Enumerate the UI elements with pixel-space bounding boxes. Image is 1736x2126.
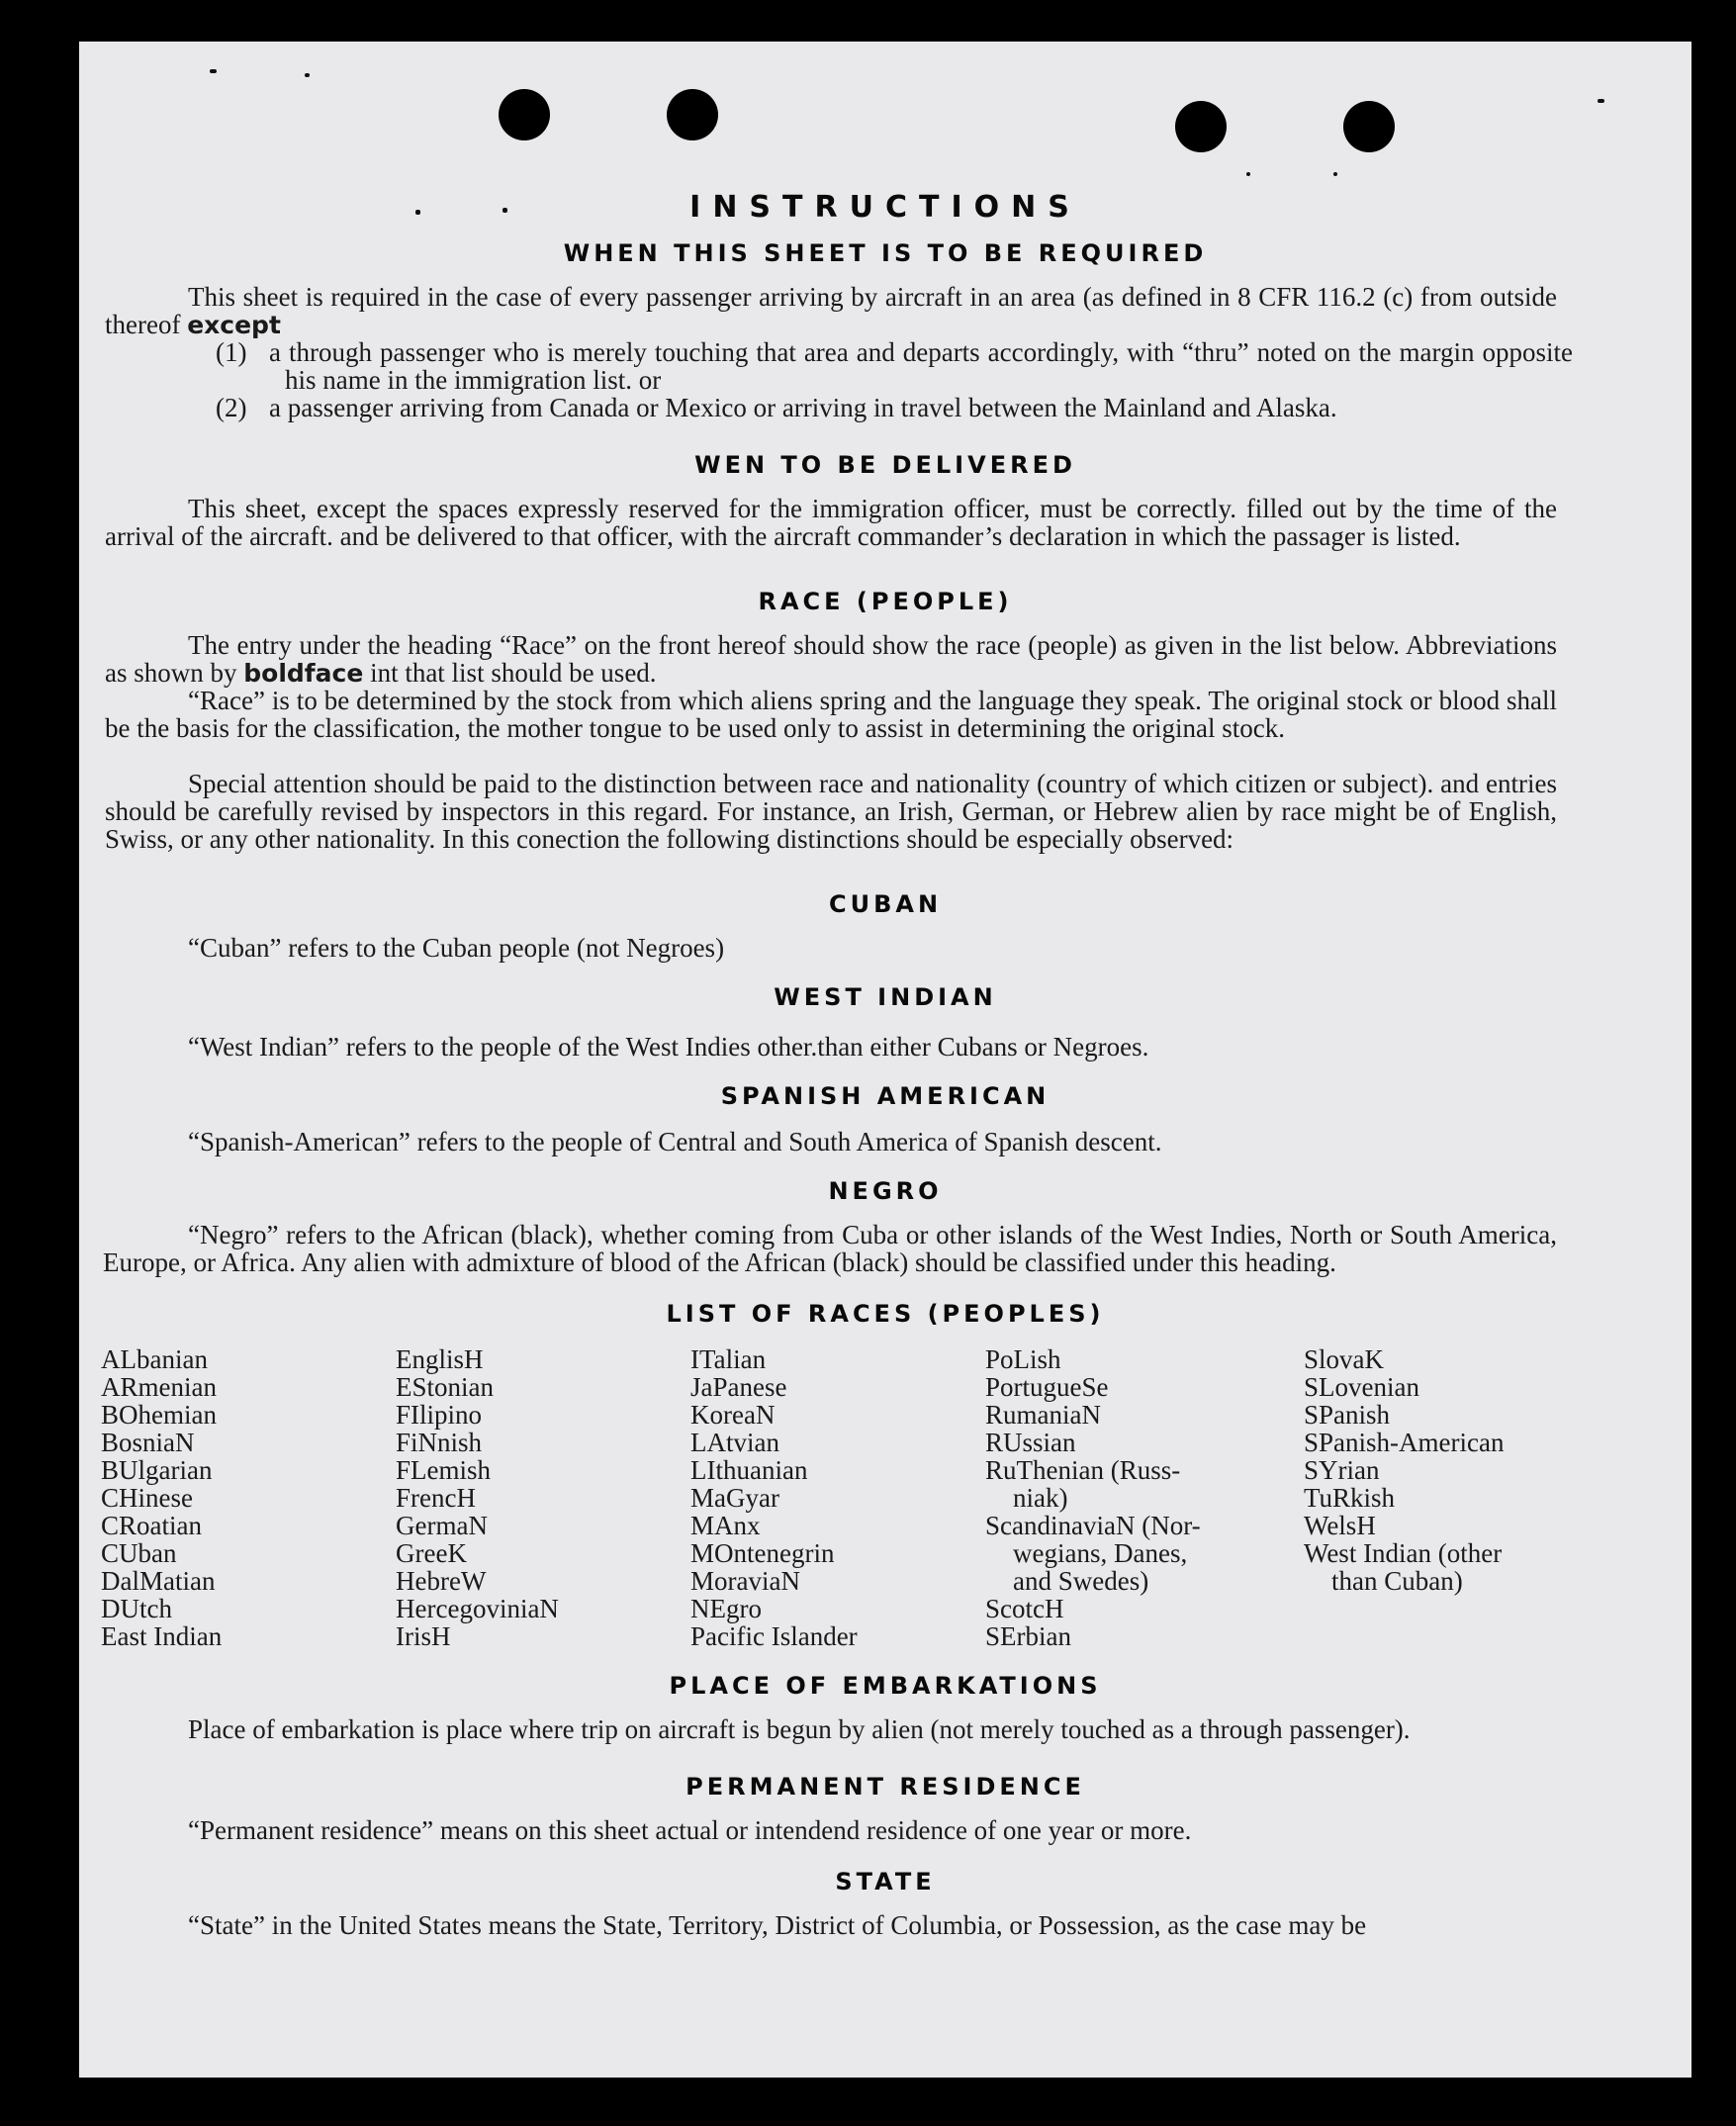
race-paragraph-1 [105, 631, 1557, 688]
race-entry: IrisH [396, 1621, 451, 1651]
race-entry: ScandinaviaN (Nor- [985, 1511, 1201, 1540]
section-heading-negro: NEGRO [828, 1177, 943, 1205]
item-1-text: a through passenger who is merely touching that area and departs accordingly, with “thru” noted on the margin opposite his name in the immigration list. or [269, 337, 1573, 395]
race-p1-tail: int that list should be used. [370, 658, 657, 688]
race-entry: RumaniaN [985, 1400, 1101, 1430]
race-entry: GermaN [396, 1511, 488, 1540]
negro-text: “Negro” refers to the African (black), whether coming from Cuba or other islands of the West Indies, North or South America, Europe, or Africa. Any alien with admixture of blood of the African (black) should be classified under this heading. [103, 1220, 1557, 1277]
embarkation-text: Place of embarkation is place where trip on aircraft is begun by alien (not merely touched as a through passenger). [188, 1714, 1411, 1744]
section-heading-west-indian: WEST INDIAN [774, 983, 997, 1011]
section-heading-permanent-residence: PERMANENT RESIDENCE [685, 1773, 1085, 1801]
residence-text: “Permanent residence” means on this sheet actual or intendend residence of one year or more. [188, 1815, 1192, 1845]
race-entry-continued: wegians, Danes, [1013, 1538, 1188, 1568]
section-heading-race: RACE (PEOPLE) [758, 588, 1013, 615]
race-entry: ALbanian [101, 1344, 208, 1374]
race-entry: MOntenegrin [690, 1538, 835, 1568]
when-required-intro [105, 283, 1557, 339]
race-entry: FIlipino [396, 1400, 483, 1430]
race-entry: TuRkish [1304, 1483, 1396, 1513]
race-entry: LIthuanian [690, 1455, 808, 1485]
section-heading-when-delivered: WEN TO BE DELIVERED [694, 451, 1076, 479]
race-entry: RUssian [985, 1428, 1076, 1457]
document-page [79, 42, 1691, 2078]
item-2-text: a passenger arriving from Canada or Mexico or arriving in travel between the Mainland and Alaska. [269, 393, 1337, 422]
race-entry: DUtch [101, 1594, 172, 1623]
section-heading-embarkation: PLACE OF EMBARKATIONS [669, 1672, 1102, 1700]
section-heading-when-required: WHEN THIS SHEET IS TO BE REQUIRED [563, 239, 1208, 267]
race-entry: JaPanese [690, 1372, 787, 1402]
race-entry: EStonian [396, 1372, 494, 1402]
punch-hole [1343, 101, 1395, 152]
punch-hole [667, 89, 718, 140]
race-entry: BOhemian [101, 1400, 217, 1430]
race-entry-continued: and Swedes) [1013, 1566, 1149, 1596]
race-entry: PortugueSe [985, 1372, 1109, 1402]
speck [1598, 99, 1604, 103]
race-entry-continued: than Cuban) [1331, 1566, 1463, 1596]
race-entry: ScotcH [985, 1594, 1064, 1623]
race-entry: SYrian [1304, 1455, 1380, 1485]
race-entry: ITalian [690, 1344, 767, 1374]
race-entry: SlovaK [1304, 1344, 1384, 1374]
race-entry: GreeK [396, 1538, 467, 1568]
intro-text: This sheet is required in the case of every passenger arriving by aircraft in an area (as defined in 8 CFR 116.2 (c) from outside thereof [105, 282, 1557, 339]
boldface-text: boldface [243, 659, 364, 688]
cuban-text: “Cuban” refers to the Cuban people (not Negroes) [188, 933, 725, 963]
race-entry: PoLish [985, 1344, 1061, 1374]
west-indian-text: “West Indian” refers to the people of the West Indies other.than either Cubans or Negroes. [188, 1032, 1149, 1062]
race-entry: CRoatian [101, 1511, 202, 1540]
race-paragraph-2: “Race” is to be determined by the stock from which aliens spring and the language they speak. The original stock or blood shall be the basis for the classification, the mother tongue to be used only to assist in determining the original stock. [105, 686, 1557, 743]
race-entry: ARmenian [101, 1372, 217, 1402]
race-entry: HebreW [396, 1566, 487, 1596]
race-entry: EnglisH [396, 1344, 484, 1374]
races-column-3 [690, 1345, 858, 1650]
races-column-1 [101, 1345, 222, 1650]
race-entry: SErbian [985, 1621, 1071, 1651]
except-text: except [187, 311, 281, 339]
races-column-5 [1304, 1345, 1504, 1595]
speck [1246, 172, 1250, 176]
race-entry: FLemish [396, 1455, 492, 1485]
race-entry: WelsH [1304, 1511, 1376, 1540]
race-entry: BosniaN [101, 1428, 195, 1457]
race-entry: MAnx [690, 1511, 761, 1540]
race-entry: West Indian (other [1304, 1538, 1503, 1568]
item-1-number: (1) [216, 337, 247, 367]
race-entry: SLovenian [1304, 1372, 1419, 1402]
section-heading-cuban: CUBAN [828, 890, 943, 918]
punch-hole [1175, 101, 1227, 152]
section-heading-spanish-american: SPANISH AMERICAN [720, 1082, 1051, 1110]
race-entry: MoraviaN [690, 1566, 800, 1596]
race-entry: MaGyar [690, 1483, 779, 1513]
spanish-american-text: “Spanish-American” refers to the people of Central and South America of Spanish descent. [188, 1127, 1162, 1156]
race-entry: East Indian [101, 1621, 223, 1651]
race-entry: FiNnish [396, 1428, 483, 1457]
race-p1-text: The entry under the heading “Race” on the front hereof should show the race (people) as given in the list below. Abbreviations as shown by [105, 630, 1557, 688]
race-entry: SPanish-American [1304, 1428, 1505, 1457]
race-entry: CHinese [101, 1483, 193, 1513]
item-2-number: (2) [216, 393, 247, 422]
races-column-2 [396, 1345, 559, 1650]
race-entry: CUban [101, 1538, 177, 1568]
races-column-4 [985, 1345, 1201, 1650]
race-paragraph-3: Special attention should be paid to the distinction between race and nationality (country of which citizen or subject). and entries should be carefully revised by inspectors in this regard. For instance, an Irish, German, or Hebrew alien by race might be of English, Swiss, or any other nationality. In this conection the following distinctions should be especially observed: [105, 769, 1557, 854]
race-entry-continued: niak) [1013, 1483, 1068, 1513]
race-entry: SPanish [1304, 1400, 1391, 1430]
race-entry: HercegoviniaN [396, 1594, 559, 1623]
race-entry: FrencH [396, 1483, 476, 1513]
punch-hole [499, 89, 550, 140]
race-entry: DalMatian [101, 1566, 216, 1596]
section-heading-state: STATE [835, 1868, 936, 1895]
race-entry: RuThenian (Russ- [985, 1455, 1181, 1485]
speck [1333, 172, 1337, 176]
when-delivered-text: This sheet, except the spaces expressly reserved for the immigration officer, must be correctly. filled out by the time of the arrival of the aircraft. and be delivered to that officer, with the aircraft commander’s declaration in which the passager is listed. [105, 494, 1557, 551]
speck [305, 73, 310, 77]
race-entry: LAtvian [690, 1428, 779, 1457]
race-entry: KoreaN [690, 1400, 776, 1430]
state-text: “State” in the United States means the State, Territory, District of Columbia, or Possession, as the case may be [188, 1910, 1367, 1940]
section-heading-list-of-races: LIST OF RACES (PEOPLES) [666, 1300, 1105, 1328]
race-entry: Pacific Islander [690, 1621, 858, 1651]
race-entry: NEgro [690, 1594, 762, 1623]
race-entry: BUlgarian [101, 1455, 213, 1485]
speck [210, 69, 217, 73]
page-title: INSTRUCTIONS [689, 190, 1081, 225]
